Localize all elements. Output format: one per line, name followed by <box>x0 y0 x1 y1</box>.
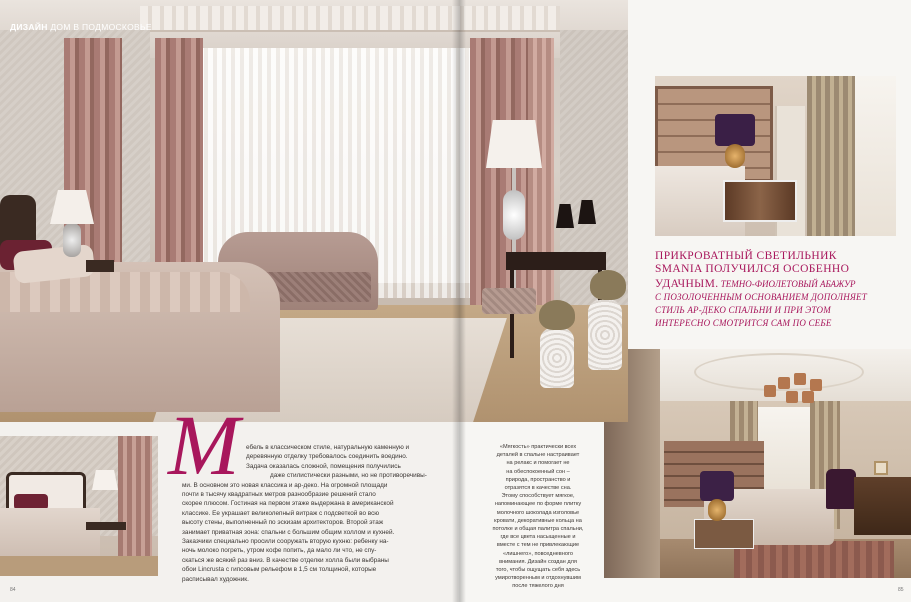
master-bedroom-photo <box>604 349 911 578</box>
article-line: классике. Ее украшает великолепный витраж с подсветкой во всю <box>182 509 380 517</box>
caption-line <box>655 276 900 291</box>
caption-text: ТЕМНО-ФИОЛЕТОВЫЙ АБАЖУР <box>718 279 856 289</box>
column-line: где все цвета насыщенные и <box>500 534 576 541</box>
article-line: обои Lincrusta с гипсовым рельефом в 1,5 см толщиной, которые <box>182 566 377 574</box>
column-line: умиротворенным и отдохнувшим <box>495 575 581 582</box>
column-line: Этому способствует мягкое, <box>501 493 575 500</box>
column-line: молочного шоколада изголовье <box>496 509 580 516</box>
article-line: Заказчики специально просили сооружать вторую кухню: ребенку на- <box>182 538 389 546</box>
caption-line: SMANIA ПОЛУЧИЛСЯ ОСОБЕННО <box>655 263 850 275</box>
column-line: внимания. Дизайн создан для <box>499 558 577 565</box>
article-line: скаться же всякий раз вниз. В качестве отделки холла были выбраны <box>182 556 389 564</box>
column-line: природа, пространство и <box>505 476 571 483</box>
page-number-right: 85 <box>898 587 904 593</box>
caption-emphasis: УДАЧНЫМ. <box>655 278 719 290</box>
column-line: на релакс и помогает не <box>506 460 570 467</box>
article-line: расписывал художник. <box>182 575 249 583</box>
spine-shadow <box>452 0 466 602</box>
article-line: почти в тысячу квадратных метров разнообразие решений стало <box>182 491 376 499</box>
column-line: напоминающее по форме плитку <box>494 501 582 508</box>
main-bedroom-photo <box>0 0 628 422</box>
column-line: деталей в спальне настраивает <box>496 452 580 459</box>
bedside-lamp-photo <box>655 76 896 236</box>
article-line: деревянную отделку требовалось соединить воедино. <box>246 453 408 461</box>
article-line: высоту стены, выполненный по эскизам архитекторов. Второй этаж <box>182 519 384 527</box>
section-title: ДИЗАЙН <box>10 22 48 32</box>
column-line: на обеспокоенный сон – <box>506 468 570 475</box>
article-line: ночь молоко погреть, утром кофе попить, да мало ли что, не спу- <box>182 547 377 555</box>
small-bedroom-photo <box>0 436 158 576</box>
drop-cap: М <box>168 397 240 493</box>
article-line: Задача оказалась сложной, помещения получились <box>246 462 401 470</box>
article-line: занимает приватная зона: спальни с большим общим холлом и кухней. <box>182 528 395 536</box>
article-line: скорее плюсом. Гостиная на первом этаже выдержана в американской <box>182 500 394 508</box>
chandelier <box>764 369 824 409</box>
column-line: кровати, декоративные кольца на <box>494 517 582 524</box>
column-line: «Мягкость» практически всех <box>499 444 577 450</box>
caption-line: СТИЛЬ АР-ДЕКО СПАЛЬНИ И ПРИ ЭТОМ <box>655 305 831 315</box>
column-line: после тяжелого дня <box>512 583 564 590</box>
article-line: ми. В основном это новая классика и ар-деко. На огромной площади <box>182 481 388 489</box>
column-line: потолке и общая палитра спальни, <box>492 526 584 533</box>
article-line: даже стилистически разными, но не противоречивы- <box>270 472 427 480</box>
caption-line: ПРИКРОВАТНЫЙ СВЕТИЛЬНИК <box>655 250 837 262</box>
column-line: вместе с тем не привлекающие <box>496 542 580 549</box>
caption-line: ИНТЕРЕСНО СМОТРИТСЯ САМ ПО СЕБЕ <box>655 318 832 328</box>
column-line: того, чтобы ощущать себя здесь <box>495 567 581 574</box>
sidebar-column-text <box>468 443 608 591</box>
photo-caption <box>655 250 900 330</box>
column-line: «лишнего», повседневного <box>503 550 573 557</box>
caption-line: С ПОЗОЛОЧЕННЫМ ОСНОВАНИЕМ ДОПОЛНЯЕТ <box>655 292 867 302</box>
section-header <box>10 22 152 32</box>
column-line: отразятся в качестве сна. <box>504 485 572 492</box>
page-number-left: 84 <box>10 587 16 593</box>
article-line: ебель в классическом стиле, натуральную каменную и <box>246 444 410 451</box>
section-subtitle: ДОМ В ПОДМОСКОВЬЕ <box>50 22 152 32</box>
